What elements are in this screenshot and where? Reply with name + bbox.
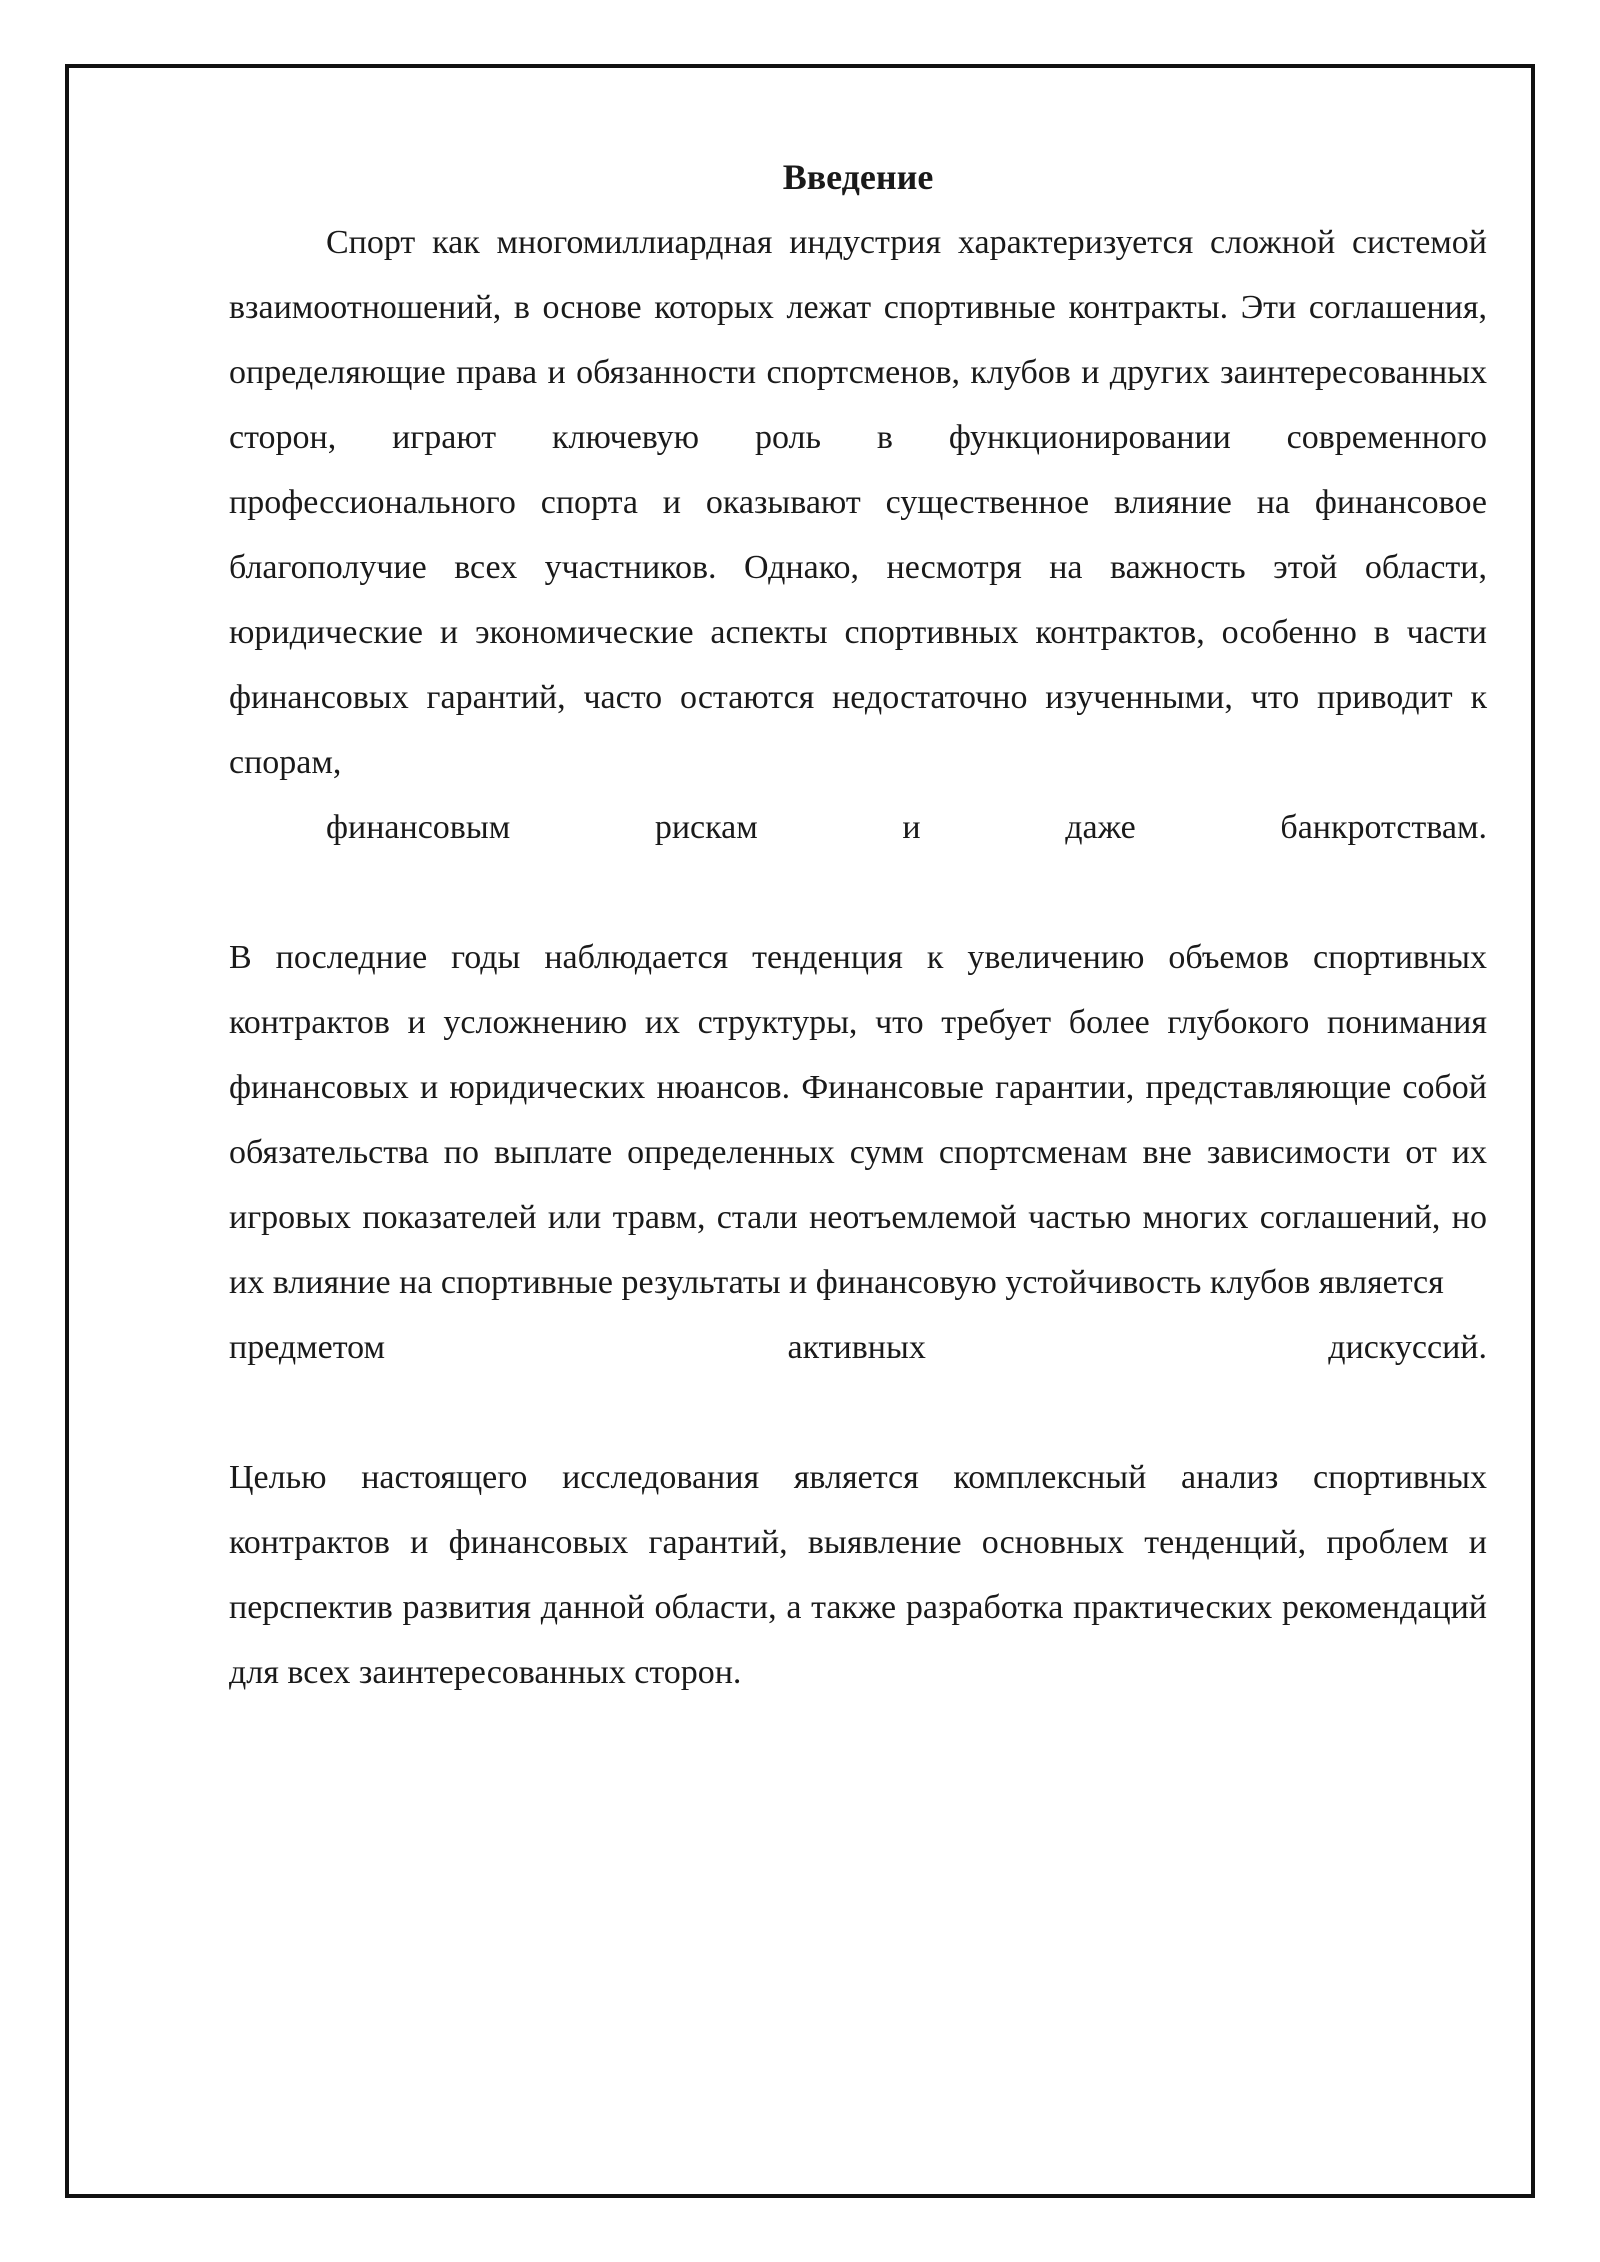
- paragraph-2-text: В последние годы наблюдается тенденция к увеличению объемов спортивных контрактов и усложнению их структуры, что требует более глубокого понимания финансовых и юридических нюансов. Финансовые гарантии, представляющие собой обязательства по выплате определенных сумм спортсменам вне зависимости от их игровых показателей или травм, стали неотъемлемой частью многих соглашений, но их влияние на спортивные результаты и финансовую устойчивость клубов является: [229, 939, 1487, 1301]
- document-body: [229, 150, 1487, 1705]
- paragraph-gap: [229, 860, 1487, 925]
- paragraph-1-text: Спорт как многомиллиардная индустрия характеризуется сложной системой взаимоотношений, в основе которых лежат спортивные контракты. Эти соглашения, определяющие права и обязанности спортсменов, клубов и других заинтересованных сторон, играют ключевую роль в функционировании современного профессионального спорта и оказывают существенное влияние на финансовое благополучие всех участников. Однако, несмотря на важность этой области, юридические и экономические аспекты спортивных контрактов, особенно в части финансовых гарантий, часто остаются недостаточно изученными, что приводит к спорам,: [229, 224, 1487, 781]
- paragraph-2-last-line: предметом активных дискуссий.: [229, 1329, 1487, 1366]
- paragraph-gap: [229, 1380, 1487, 1445]
- paragraph-2: [229, 925, 1487, 1380]
- paragraph-3: [229, 1445, 1487, 1705]
- paragraph-3-text: Целью настоящего исследования является комплексный анализ спортивных контрактов и финансовых гарантий, выявление основных тенденций, проблем и перспектив развития данной области, а также разработка практических рекомендаций для всех заинтересованных сторон.: [229, 1459, 1487, 1691]
- document-title: Введение: [782, 157, 934, 197]
- paragraph-1: [229, 210, 1487, 860]
- paragraph-1-last-line: финансовым рискам и даже банкротствам.: [326, 809, 1487, 846]
